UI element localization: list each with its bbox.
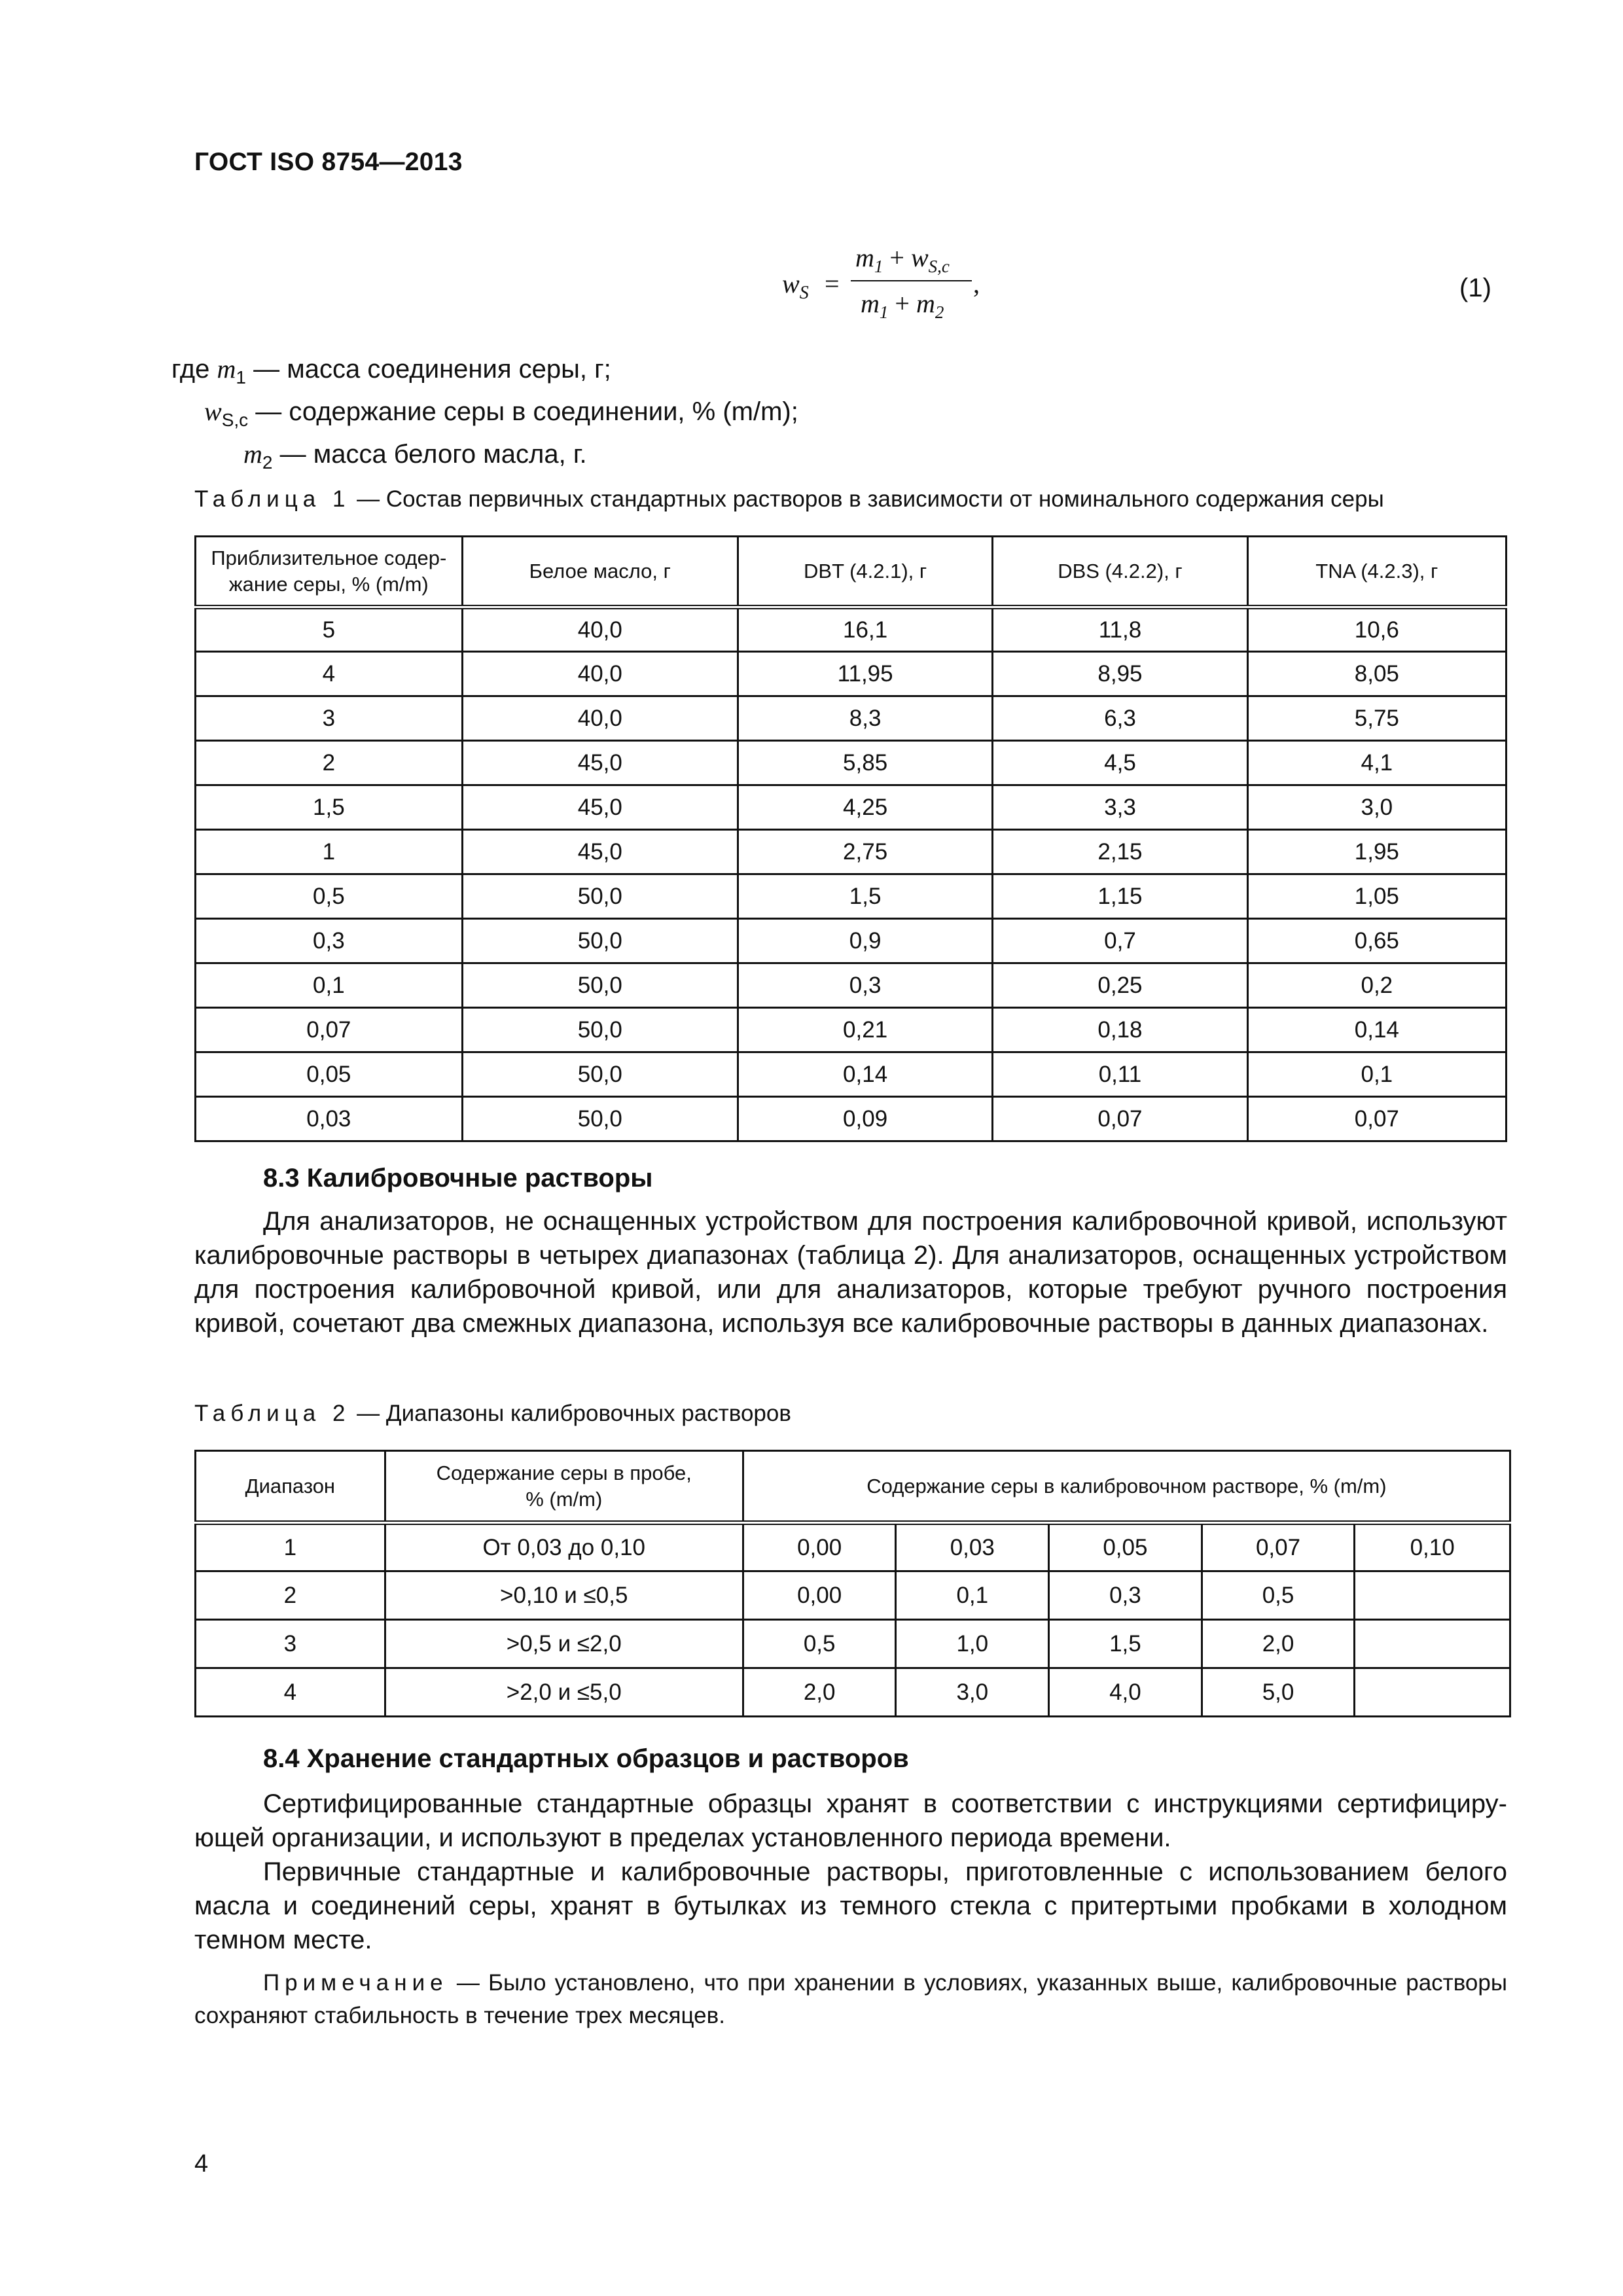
table-row	[196, 1097, 1507, 1141]
table-cell: 1,5	[738, 874, 992, 919]
legend-line: $m_2$ — масса белого масла, г.	[243, 439, 587, 473]
table-cell: 3,0	[896, 1668, 1049, 1717]
table-cell: 3	[196, 1620, 385, 1668]
table-cell: >2,0 и ≤5,0	[385, 1668, 743, 1717]
formula-denominator: $m_1 + m_2$	[861, 289, 944, 322]
table-cell: 1	[196, 1523, 385, 1571]
note-label: Примечание	[263, 1970, 448, 1996]
table-cell: 0,09	[738, 1097, 992, 1141]
table-cell: 2,0	[1202, 1620, 1355, 1668]
table-cell: 0,03	[896, 1523, 1049, 1571]
table-cell	[1355, 1620, 1510, 1668]
table2-header: Диапазон	[196, 1451, 385, 1523]
table-cell: 1,5	[196, 785, 463, 830]
table-cell: 50,0	[462, 963, 738, 1008]
section-8-4-text: Сертифицированные стандартные образцы хранят в соответствии с инструкциями сертифицирующей организации, и используют в пределах установленного периода времени. Первичные стандартные и калибровочные растворы, приготовленные с использованием белого масла и соединений серы, хранят в бутылках из темного стекла с притертыми пробками в холодном темном месте.	[194, 1789, 1507, 1954]
table-cell: 40,0	[462, 652, 738, 696]
table-row	[196, 1523, 1510, 1571]
table-row	[196, 1052, 1507, 1097]
table-cell: 0,1	[896, 1571, 1049, 1620]
table-cell: 50,0	[462, 1052, 738, 1097]
table-row	[196, 607, 1507, 652]
table-cell: 6,3	[993, 696, 1247, 741]
table-cell: 3,0	[1247, 785, 1506, 830]
table-cell: 4,1	[1247, 741, 1506, 785]
table-cell: 50,0	[462, 919, 738, 963]
table-cell: 4,0	[1049, 1668, 1202, 1717]
equation-number: (1)	[1459, 274, 1491, 302]
table1-header: Приблизительное содер- жание серы, % (m/m)	[196, 537, 463, 607]
table-cell: 2	[196, 1571, 385, 1620]
formula-legend	[171, 352, 798, 480]
table1-header: DBS (4.2.2), г	[993, 537, 1247, 607]
table-cell: 5	[196, 607, 463, 652]
table-cell: 10,6	[1247, 607, 1506, 652]
table-cell: 1,5	[1049, 1620, 1202, 1668]
table-cell: 0,18	[993, 1008, 1247, 1052]
table2-header: Содержание серы в калибровочном растворе, % (m/m)	[743, 1451, 1510, 1523]
table-cell: 4	[196, 652, 463, 696]
table-cell: 2,15	[993, 830, 1247, 874]
table-cell: 3,3	[993, 785, 1247, 830]
table-cell: >0,10 и ≤0,5	[385, 1571, 743, 1620]
table-cell: 2,75	[738, 830, 992, 874]
table1	[194, 535, 1507, 1142]
table1-header: DBT (4.2.1), г	[738, 537, 992, 607]
table-cell: >0,5 и ≤2,0	[385, 1620, 743, 1668]
table-cell: 1	[196, 830, 463, 874]
table-cell: 0,3	[196, 919, 463, 963]
table-cell: 0,03	[196, 1097, 463, 1141]
table-cell: 0,3	[738, 963, 992, 1008]
table-cell: 0,07	[1247, 1097, 1506, 1141]
page-number: 4	[194, 2150, 209, 2178]
table-row	[196, 696, 1507, 741]
table-cell: 0,5	[743, 1620, 896, 1668]
table-cell: 0,07	[1202, 1523, 1355, 1571]
table-row	[196, 963, 1507, 1008]
table-cell: 4,25	[738, 785, 992, 830]
table-cell: 0,14	[1247, 1008, 1506, 1052]
table-cell: 0,14	[738, 1052, 992, 1097]
formula-comma: ,	[973, 269, 980, 298]
table-cell: 1,95	[1247, 830, 1506, 874]
table-cell: 2	[196, 741, 463, 785]
table-cell: 0,1	[1247, 1052, 1506, 1097]
formula	[782, 241, 991, 326]
table-cell: 2,0	[743, 1668, 896, 1717]
table1-header: TNA (4.2.3), г	[1247, 537, 1506, 607]
table-cell: 1,15	[993, 874, 1247, 919]
table-cell: 0,05	[1049, 1523, 1202, 1571]
legend-line: где $m_1$ — масса соединения серы, г;	[171, 354, 611, 387]
table-cell: 16,1	[738, 607, 992, 652]
document-header: ГОСТ ISO 8754—2013	[194, 148, 463, 176]
table-cell: 0,00	[743, 1523, 896, 1571]
table-row	[196, 830, 1507, 874]
table-cell: 11,8	[993, 607, 1247, 652]
table-cell: 0,21	[738, 1008, 992, 1052]
formula-equals: =	[825, 269, 840, 298]
formula-numerator: $m_1 + w_{S,c}$	[855, 243, 950, 276]
table-cell: От 0,03 до 0,10	[385, 1523, 743, 1571]
fraction-bar	[851, 280, 972, 281]
table-row	[196, 741, 1507, 785]
section-8-3-title: 8.3 Калибровочные растворы	[263, 1164, 653, 1193]
table-row	[196, 919, 1507, 963]
table-cell	[1355, 1668, 1510, 1717]
table2-caption: Таблица 2 — Диапазоны калибровочных растворов	[194, 1401, 791, 1426]
table-cell: 8,95	[993, 652, 1247, 696]
legend-line: $w_{S,c}$ — содержание серы в соединении, % (m/m);	[204, 397, 798, 430]
table-cell: 5,75	[1247, 696, 1506, 741]
table-cell: 0,3	[1049, 1571, 1202, 1620]
table2-header: Содержание серы в пробе, % (m/m)	[385, 1451, 743, 1523]
table-cell: 0,11	[993, 1052, 1247, 1097]
table-row	[196, 1620, 1510, 1668]
table-cell: 50,0	[462, 1008, 738, 1052]
table-cell: 4	[196, 1668, 385, 1717]
table-cell	[1355, 1571, 1510, 1620]
table-row	[196, 1571, 1510, 1620]
table-cell: 8,3	[738, 696, 992, 741]
table-cell: 0,07	[196, 1008, 463, 1052]
formula-lhs: $w_S$	[782, 269, 809, 303]
table-cell: 1,05	[1247, 874, 1506, 919]
table-cell: 0,25	[993, 963, 1247, 1008]
table-cell: 0,9	[738, 919, 992, 963]
note	[194, 1967, 1507, 2032]
table-row	[196, 652, 1507, 696]
table-cell: 1,0	[896, 1620, 1049, 1668]
table-cell: 0,5	[1202, 1571, 1355, 1620]
table-row	[196, 785, 1507, 830]
table-cell: 40,0	[462, 696, 738, 741]
section-8-4-title: 8.4 Хранение стандартных образцов и растворов	[263, 1744, 909, 1773]
table-row	[196, 874, 1507, 919]
table-cell: 50,0	[462, 874, 738, 919]
table-cell: 4,5	[993, 741, 1247, 785]
table-cell: 11,95	[738, 652, 992, 696]
table-cell: 0,00	[743, 1571, 896, 1620]
table1-header: Белое масло, г	[462, 537, 738, 607]
table-cell: 5,85	[738, 741, 992, 785]
table-row	[196, 1668, 1510, 1717]
table-cell: 5,0	[1202, 1668, 1355, 1717]
table-cell: 3	[196, 696, 463, 741]
table-cell: 45,0	[462, 785, 738, 830]
table1-caption: Таблица 1 — Состав первичных стандартных растворов в зависимости от номинального содержания серы	[194, 486, 1384, 512]
table-cell: 40,0	[462, 607, 738, 652]
section-8-3-text: Для анализаторов, не оснащенных устройством для построения калибровочной кривой, используют калибровочные растворы в четырех диапазонах (таблица 2). Для анализаторов, оснащенных устройством для построения калибровочной кривой, или для анализаторов, которые требуют ручного построения кривой, сочетают два смежных диапазона, используя все калибровочные растворы в данных диапазонах.	[194, 1207, 1507, 1338]
table-cell: 0,07	[993, 1097, 1247, 1141]
table-cell: 45,0	[462, 830, 738, 874]
table-cell: 0,65	[1247, 919, 1506, 963]
table-cell: 45,0	[462, 741, 738, 785]
table2	[194, 1450, 1511, 1717]
table-cell: 8,05	[1247, 652, 1506, 696]
table-cell: 0,2	[1247, 963, 1506, 1008]
table-cell: 0,5	[196, 874, 463, 919]
table-cell: 0,05	[196, 1052, 463, 1097]
table-cell: 0,10	[1355, 1523, 1510, 1571]
note-text: — Было установлено, что при хранении в условиях, указанных выше, калибровочные растворы сохраняют стабильность в течение трех месяцев.	[194, 1970, 1507, 2028]
table-cell: 50,0	[462, 1097, 738, 1141]
table-row	[196, 1008, 1507, 1052]
table-cell: 0,7	[993, 919, 1247, 963]
table-cell: 0,1	[196, 963, 463, 1008]
